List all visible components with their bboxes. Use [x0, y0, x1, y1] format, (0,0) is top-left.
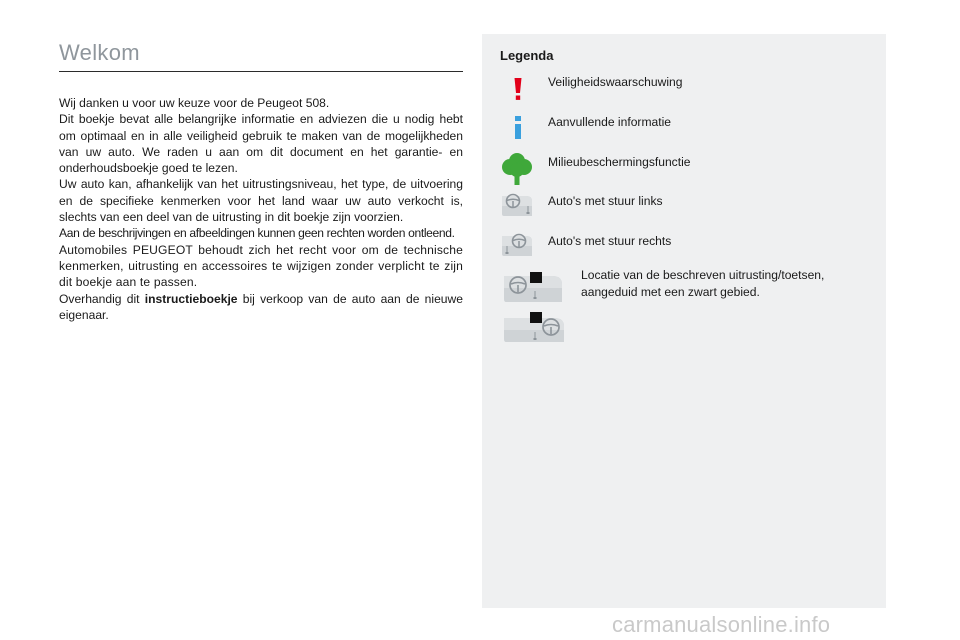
legend-item-label: Aanvullende informatie: [548, 115, 672, 129]
paragraph-6-bold: instructieboekje: [144, 291, 238, 306]
right-hand-drive-icon: [502, 232, 534, 258]
intro-body: [59, 95, 463, 323]
tree-icon: [502, 152, 532, 186]
paragraph-6-end: bij verkoop van de auto aan de nieuwe eigenaar.: [59, 291, 463, 322]
legend-item-label: Auto's met stuur rechts: [548, 234, 672, 248]
legend-item-label: Auto's met stuur links: [548, 194, 663, 208]
legend-item-label: Veiligheidswaarschuwing: [548, 75, 683, 89]
paragraph-1: Wij danken u voor uw keuze voor de Peugeot 508.: [59, 96, 330, 110]
exclamation-icon: [510, 76, 526, 102]
location-dashboard-icon: [504, 272, 566, 302]
info-icon: [510, 116, 526, 140]
title-rule: [59, 71, 463, 72]
paragraph-6: [59, 291, 463, 324]
legend-item-label: Milieubeschermingsfunctie: [548, 155, 691, 169]
watermark: carmanualsonline.info: [612, 612, 831, 637]
paragraph-2: Dit boekje bevat alle belangrijke informatie en adviezen die u nodig hebt om optimaal en in alle veiligheid gebruik te maken van de mogelijkheden van uw auto. We raden u aan om dit document en het garantie- en onderhoudsboekje goed te lezen.: [59, 112, 463, 176]
legend-title: Legenda: [500, 48, 554, 63]
paragraph-4: Aan de beschrijvingen en afbeeldingen kunnen geen rechten worden ontleend.: [59, 226, 455, 241]
legend-item-label-line1: Locatie van de beschreven uitrusting/toetsen,: [581, 268, 825, 282]
left-hand-drive-icon: [502, 192, 534, 218]
legend-panel: [482, 34, 886, 608]
paragraph-6-start: Overhandig dit: [59, 291, 145, 306]
paragraph-3: Uw auto kan, afhankelijk van het uitrustingsniveau, het type, de uitvoering en de specifieke kenmerken voor het land waar uw auto verkocht is, slechts van een deel van de uitrusting in dit boekje zijn voorzien.: [59, 177, 463, 225]
legend-item-label-line2: aangeduid met een zwart gebied.: [581, 285, 760, 299]
page-title: Welkom: [59, 40, 140, 65]
location-dashboard-rhd-icon: [504, 312, 566, 342]
paragraph-5: Automobiles PEUGEOT behoudt zich het recht voor om de technische kenmerken, uitrusting en accessoires te wijzigen zonder verplicht te zijn dit boekje aan te passen.: [59, 242, 463, 290]
